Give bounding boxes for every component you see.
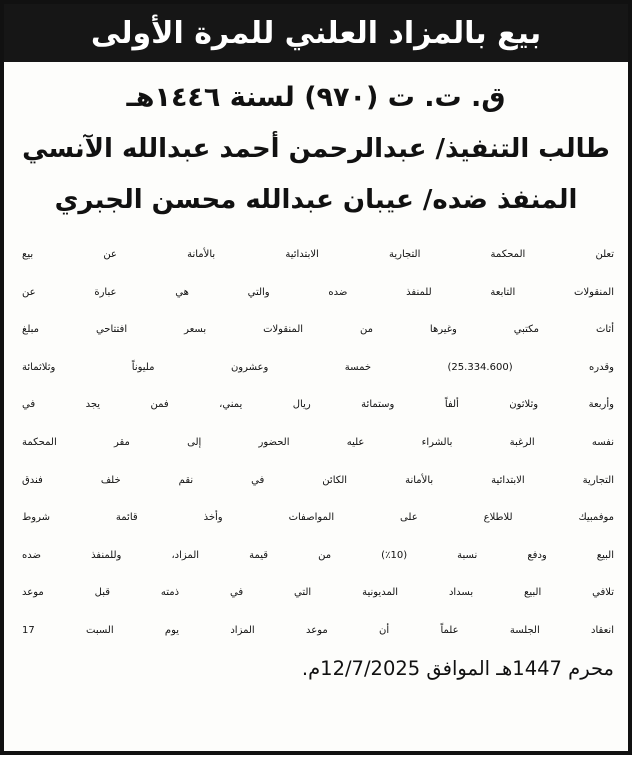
body-line: وأربعة وثلاثون ألفاً وستمائة ريال يمني، فمن يجد في <box>22 399 614 411</box>
body-line: تلافي البيع بسداد المديونية التي في ذمته قبل موعد <box>22 587 614 599</box>
case-number: ق. ت. ت (٩٧٠) لسنة ١٤٤٦هـ <box>126 82 506 113</box>
body-line: البيع ودفع نسبة (10٪) من قيمة المزاد، وللمنفذ ضده <box>22 549 614 561</box>
body-line: التجارية الابتدائية بالأمانة الكائن في نقم خلف فندق <box>22 474 614 486</box>
notice-header <box>4 4 628 62</box>
respondent-name: المنفذ ضده/ عيبان عبدالله محسن الجبري <box>54 185 578 215</box>
body-line: وقدره (25.334.600) خمسة وعشرون مليوناً وثلاثمائة <box>22 361 614 373</box>
body-line: تعلن المحكمة التجارية الابتدائية بالأمانة عن بيع <box>22 249 614 260</box>
body-line: المنقولات التابعة للمنفذ ضده والتي هي عبارة عن <box>22 286 614 298</box>
body-line: موفمبيك للاطلاع على المواصفات وأخذ قائمة شروط <box>22 512 614 524</box>
body-line: محرم 1447هـ الموافق 12/7/2025م. <box>301 656 614 680</box>
body-line: نفسه الرغبة بالشراء عليه الحضور إلى مقر المحكمة <box>22 436 614 448</box>
body-line: انعقاد الجلسة علماً أن موعد المزاد يوم السبت 17 <box>22 624 614 636</box>
notice-body <box>22 236 614 687</box>
applicant-name: طالب التنفيذ/ عبدالرحمن أحمد عبدالله الآنسي <box>22 134 610 164</box>
notice-title: بيع بالمزاد العلني للمرة الأولى <box>90 15 542 51</box>
body-line: أثاث مكتبي وغيرها من المنقولات بسعر افتتاحي مبلغ <box>22 324 614 336</box>
